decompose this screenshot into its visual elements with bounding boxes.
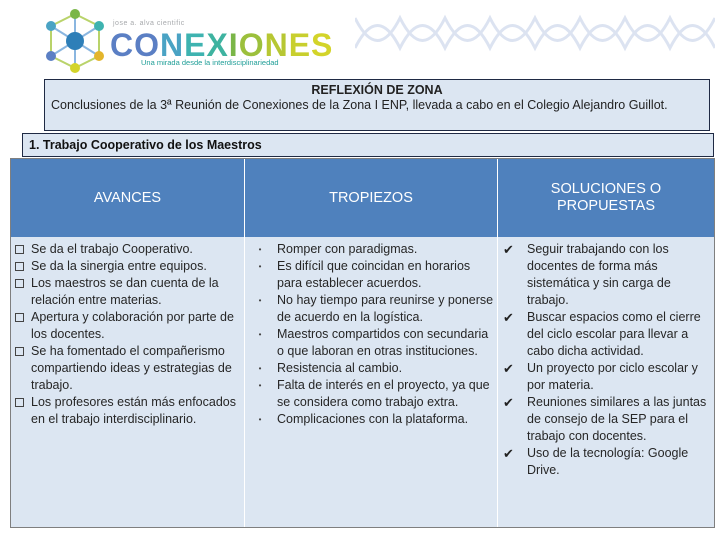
checkmark-icon: ✔	[503, 310, 514, 325]
tropiezos-header: TROPIEZOS	[245, 159, 497, 237]
list-item-text: Falta de interés en el proyecto, ya que se considera como trabajo extra.	[277, 378, 490, 409]
list-item	[247, 258, 497, 292]
checkbox-icon	[15, 347, 24, 356]
checkmark-icon: ✔	[503, 361, 514, 376]
zone-title: REFLEXIÓN DE ZONA	[311, 83, 443, 97]
list-item	[13, 275, 244, 309]
zone-description: Conclusiones de la 3ª Reunión de Conexiones de la Zona I ENP, llevada a cabo en el Colegio Alejandro Guillot.	[51, 97, 668, 112]
list-item-text: Se da la sinergia entre equipos.	[31, 259, 207, 273]
list-item-text: Romper con paradigmas.	[277, 242, 418, 256]
brand-letter: N	[264, 27, 289, 63]
section-title: 1. Trabajo Cooperativo de los Maestros	[22, 133, 714, 157]
brand-letter: S	[311, 27, 334, 63]
brand-letter: X	[206, 27, 229, 63]
list-item-text: Se da el trabajo Cooperativo.	[31, 242, 193, 256]
reflection-table	[10, 158, 715, 528]
list-item	[247, 411, 497, 428]
bullet-icon: •	[258, 262, 262, 271]
brand-letter: O	[238, 27, 265, 63]
bullet-icon: •	[258, 330, 262, 339]
network-logo-icon	[44, 8, 106, 74]
checkmark-icon: ✔	[503, 395, 514, 410]
checkbox-icon	[15, 313, 24, 322]
list-item-text: No hay tiempo para reunirse y ponerse de acuerdo en la logística.	[277, 293, 494, 324]
checkmark-icon: ✔	[503, 242, 514, 257]
soluciones-column	[498, 159, 714, 527]
brand-letter: I	[228, 27, 239, 63]
checkbox-icon	[15, 398, 24, 407]
list-item	[247, 377, 497, 411]
avances-column	[11, 159, 244, 527]
logo-small-text: jose a. alva cientific	[113, 20, 185, 27]
list-item-text: Resistencia al cambio.	[277, 361, 403, 375]
list-item	[13, 241, 244, 258]
zone-reflection-box	[44, 79, 710, 131]
list-item-text: Seguir trabajando con los docentes de forma más sistemática y sin carga de trabajo.	[527, 242, 671, 307]
list-item	[500, 241, 714, 309]
list-item-text: Complicaciones con la plataforma.	[277, 412, 469, 426]
bullet-icon: •	[258, 381, 262, 390]
list-item-text: Apertura y colaboración por parte de los docentes.	[31, 310, 234, 341]
bullet-icon: •	[258, 296, 262, 305]
tagline: Una mirada desde la interdisciplinariedad	[141, 58, 279, 67]
header	[0, 0, 720, 80]
list-item	[500, 445, 714, 479]
list-item	[247, 292, 497, 326]
list-item	[13, 343, 244, 394]
checkbox-icon	[15, 279, 24, 288]
list-item-text: Se ha fomentado el compañerismo compartiendo ideas y estrategias de trabajo.	[31, 344, 232, 392]
brand-letter: O	[134, 27, 160, 63]
list-item-text: Maestros compartidos con secundaria o que laboran en otras instituciones.	[277, 327, 489, 358]
soluciones-header: SOLUCIONES O PROPUESTAS	[498, 159, 714, 237]
list-item-text: Uso de la tecnología: Google Drive.	[527, 446, 689, 477]
bullet-icon: •	[258, 364, 262, 373]
avances-header: AVANCES	[11, 159, 244, 237]
checkmark-icon: ✔	[503, 446, 514, 461]
list-item-text: Reuniones similares a las juntas de consejo de la SEP para el trabajo con docentes.	[527, 395, 707, 443]
list-item-text: Es difícil que coincidan en horarios para establecer acuerdos.	[277, 259, 471, 290]
list-item	[500, 309, 714, 360]
brand-letter: C	[110, 27, 135, 63]
list-item	[13, 394, 244, 428]
tropiezos-column	[245, 159, 497, 527]
list-item	[13, 309, 244, 343]
checkbox-icon	[15, 245, 24, 254]
list-item-text: Los profesores están más enfocados en el trabajo interdisciplinario.	[31, 395, 236, 426]
list-item	[13, 258, 244, 275]
decorative-pattern	[355, 8, 715, 68]
brand-letter: N	[160, 27, 185, 63]
list-item	[247, 360, 497, 377]
avances-list	[13, 241, 244, 428]
list-item	[247, 326, 497, 360]
list-item	[247, 241, 497, 258]
brand-letter: E	[184, 27, 207, 63]
list-item-text: Un proyecto por ciclo escolar y por materia.	[527, 361, 698, 392]
list-item	[500, 360, 714, 394]
bullet-icon: •	[258, 245, 262, 254]
brand-letter: E	[288, 27, 312, 63]
list-item-text: Los maestros se dan cuenta de la relación entre materias.	[31, 276, 219, 307]
tropiezos-list	[247, 241, 497, 428]
soluciones-list	[500, 241, 714, 479]
bullet-icon: •	[258, 415, 262, 424]
list-item	[500, 394, 714, 445]
list-item-text: Buscar espacios como el cierre del ciclo escolar para llevar a cabo dicha actividad.	[527, 310, 701, 358]
checkbox-icon	[15, 262, 24, 271]
